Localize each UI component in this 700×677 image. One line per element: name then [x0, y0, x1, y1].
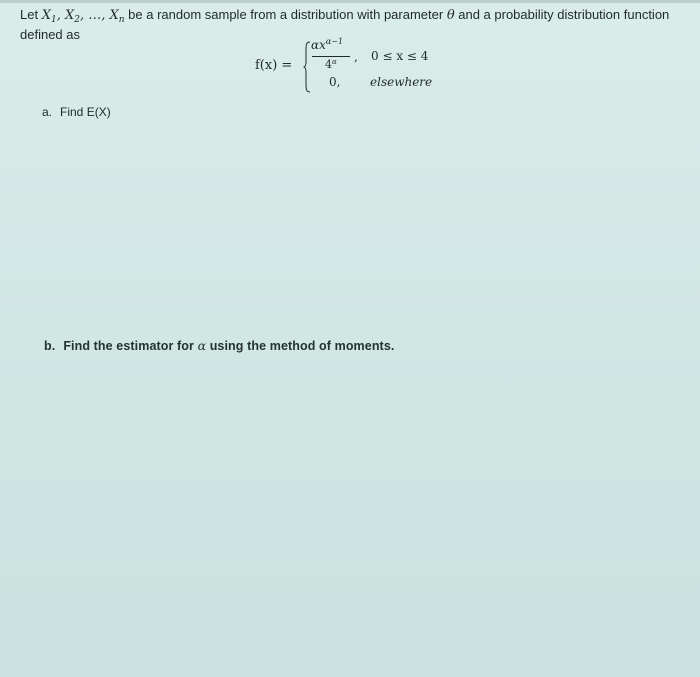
intro-end-text: and a probability distribution function defined as: [20, 7, 670, 42]
part-a-text: Find E(X): [60, 105, 111, 119]
case1-denominator: $4^\alpha$: [325, 58, 337, 71]
intro-mid-text: be a random sample from a distribution with parameter: [124, 7, 447, 22]
question-part-b: [44, 338, 394, 353]
case1-comma: ,: [354, 50, 358, 64]
part-b-text-before: Find the estimator for: [63, 339, 198, 353]
formula-lhs: f(x) =: [255, 58, 293, 73]
alpha-symbol: α: [197, 338, 207, 353]
question-part-a: [42, 105, 111, 119]
cropped-header-strip: [0, 0, 700, 3]
case2-condition: elsewhere: [370, 75, 433, 89]
part-a-label: a.: [42, 105, 53, 119]
fraction-bar: [312, 56, 350, 57]
case2-value: 0,: [329, 75, 341, 89]
theta-symbol: θ: [446, 8, 455, 23]
case1-condition: 0 ≤ x ≤ 4: [371, 49, 429, 63]
pdf-formula: [255, 37, 455, 97]
left-brace-icon: [303, 41, 311, 93]
part-b-label: b.: [44, 339, 56, 353]
sample-variables: $X_1$, $X_2$, …, $X_n$: [41, 8, 125, 25]
case1-numerator: $\alpha x^{\alpha-1}$: [311, 37, 344, 52]
intro-prefix: Let: [20, 7, 42, 22]
part-b-text-after: using the method of moments.: [206, 339, 395, 353]
